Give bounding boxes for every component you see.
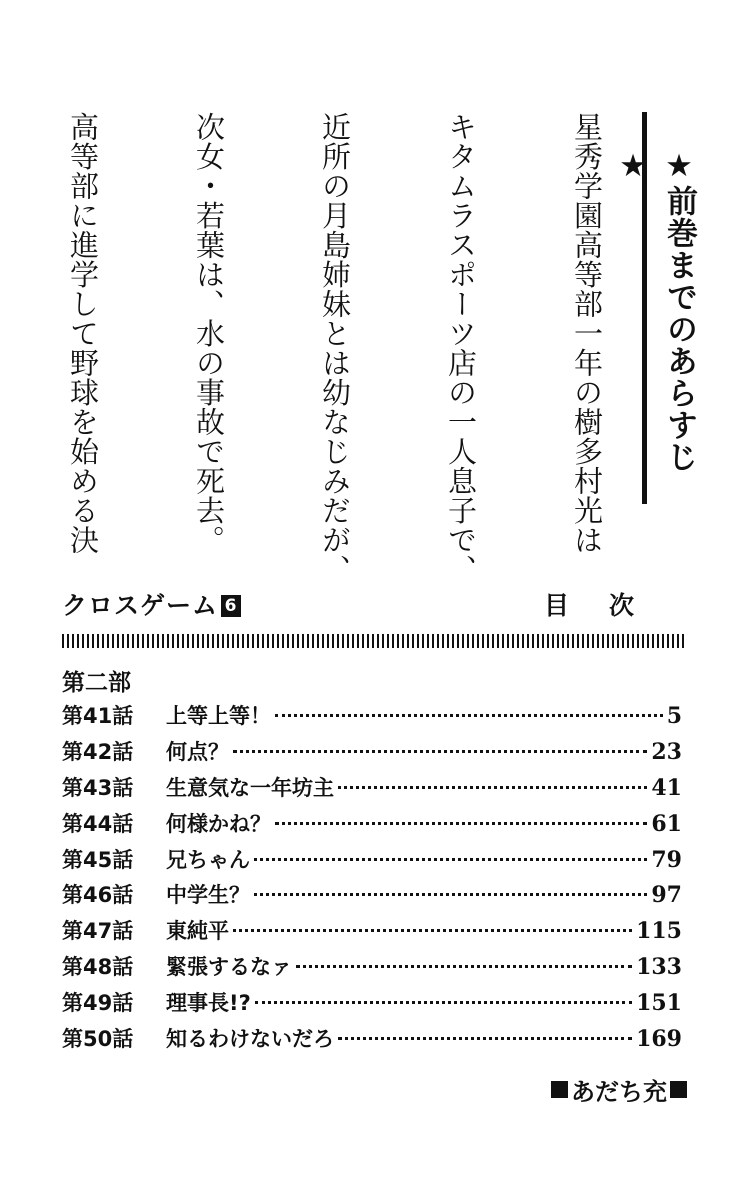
- toc-row[interactable]: [62, 736, 682, 772]
- chapter-page: 41: [651, 774, 682, 801]
- leader-dots: [296, 965, 632, 968]
- author-name: あだち充: [571, 1078, 667, 1106]
- chapter-number: 第46話: [62, 883, 134, 908]
- chapter-title: 緊張するなァ: [166, 955, 292, 980]
- chapter-title: 中学生？: [166, 883, 250, 908]
- synopsis-line: 次女・若葉は、水の事故で死去。: [192, 112, 226, 555]
- leader-dots: [338, 1037, 632, 1040]
- leader-dots: [254, 858, 647, 861]
- chapter-number: 第50話: [62, 1027, 134, 1052]
- synopsis-section: [56, 112, 696, 584]
- chapter-title: 理事長!?: [166, 991, 251, 1016]
- toc-row[interactable]: [62, 772, 682, 808]
- toc-header: [62, 586, 684, 626]
- chapter-page: 61: [651, 810, 682, 837]
- synopsis-title: ★前巻までのあらすじ★: [615, 148, 697, 473]
- toc-list: [62, 700, 682, 1059]
- chapter-title: 知るわけないだろ: [166, 1027, 334, 1052]
- leader-dots: [254, 893, 647, 896]
- chapter-title: 何点？: [166, 739, 229, 764]
- chapter-page: 169: [636, 1026, 682, 1053]
- volume-badge: 6: [221, 595, 241, 617]
- chapter-page: 115: [636, 918, 682, 945]
- synopsis-line: キタムラスポーツ店の一人息子で、: [444, 112, 478, 584]
- toc-row[interactable]: [62, 987, 682, 1023]
- chapter-title: 上等上等！: [166, 704, 271, 728]
- leader-dots: [233, 929, 632, 932]
- series-title: [62, 586, 241, 622]
- chapter-number: 第48話: [62, 955, 134, 980]
- chapter-page: 23: [651, 738, 682, 765]
- chapter-number: 第42話: [62, 739, 134, 764]
- chapter-title: 生意気な一年坊主: [166, 775, 334, 800]
- leader-dots: [275, 822, 647, 825]
- synopsis-body: [66, 112, 692, 584]
- synopsis-line: 星秀学園高等部一年の樹多村光は: [570, 112, 604, 555]
- chapter-number: 第47話: [62, 919, 134, 944]
- chapter-page: 151: [636, 990, 682, 1017]
- chapter-page: 5: [666, 703, 682, 729]
- leader-dots: [233, 750, 647, 753]
- part-label: 第二部: [62, 670, 131, 696]
- toc-label: 目次: [543, 591, 674, 620]
- leader-dots: [338, 786, 647, 789]
- leader-dots: [275, 714, 663, 717]
- toc-row[interactable]: [62, 808, 682, 844]
- chapter-number: 第44話: [62, 811, 134, 836]
- series-name: クロスゲーム: [62, 591, 219, 620]
- chapter-page: 133: [636, 954, 682, 981]
- toc-divider: [62, 634, 684, 648]
- author-credit: [548, 1072, 690, 1107]
- toc-row[interactable]: [62, 844, 682, 880]
- square-mark-icon: [551, 1081, 568, 1098]
- toc-row[interactable]: [62, 700, 682, 736]
- toc-row[interactable]: [62, 1023, 682, 1059]
- toc-row[interactable]: [62, 951, 682, 987]
- synopsis-line: 高等部に進学して野球を始める決: [66, 112, 100, 555]
- chapter-title: 兄ちゃん: [166, 847, 250, 872]
- toc-row[interactable]: [62, 915, 682, 951]
- toc-row[interactable]: [62, 879, 682, 915]
- chapter-number: 第43話: [62, 775, 134, 800]
- square-mark-icon: [670, 1081, 687, 1098]
- chapter-number: 第49話: [62, 991, 134, 1016]
- chapter-page: 79: [651, 846, 682, 873]
- chapter-number: 第45話: [62, 847, 134, 872]
- chapter-page: 97: [651, 882, 682, 909]
- leader-dots: [255, 1001, 632, 1004]
- chapter-title: 何様かね？: [166, 811, 271, 836]
- chapter-title: 東純平: [166, 919, 229, 944]
- synopsis-line: 近所の月島姉妹とは幼なじみだが、: [318, 112, 352, 584]
- chapter-number: 第41話: [62, 704, 134, 728]
